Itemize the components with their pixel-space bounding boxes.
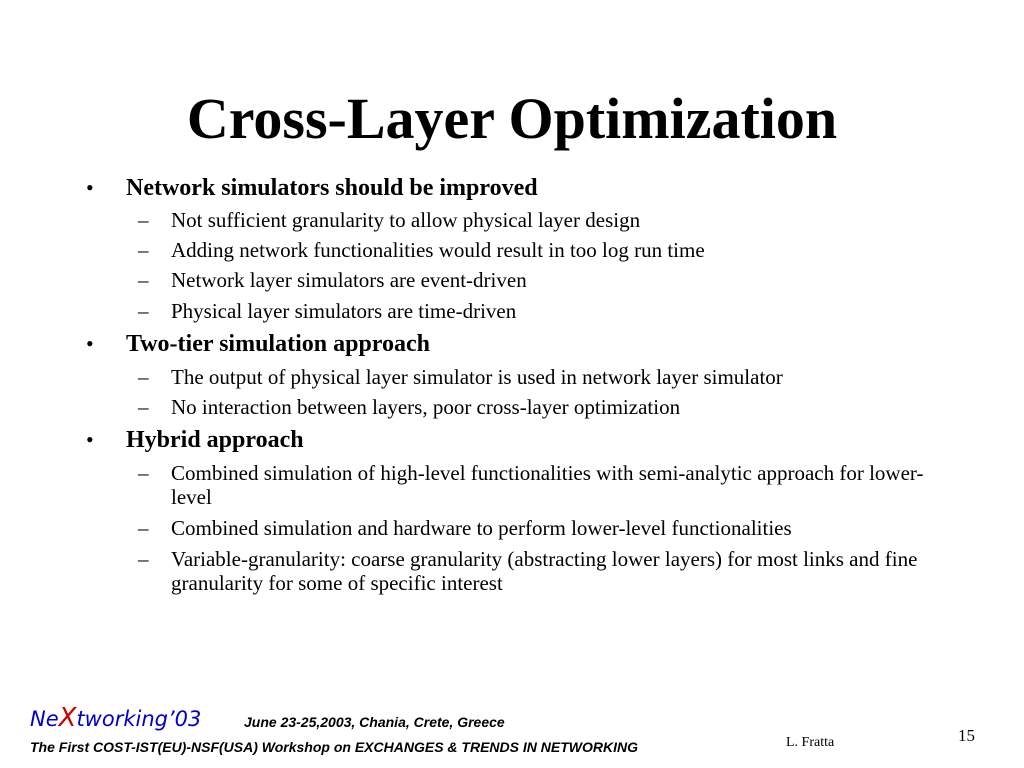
sub-item: Variable-granularity: coarse granularity (abstracting lower layers) for most links and fine granularity for some of specific interest [171,547,918,595]
sub-item: Combined simulation and hardware to perform lower-level functionalities [171,516,792,540]
bullet-network-simulators: Network simulators should be improved [126,175,538,201]
sub-marker: – [138,547,149,571]
sub-marker: – [138,238,149,262]
sub-item: The output of physical layer simulator is used in network layer simulator [171,365,783,389]
sub-item: Not sufficient granularity to allow physical layer design [171,208,641,232]
sub-item: Adding network functionalities would result in too log run time [171,238,705,262]
bullet-two-tier: Two-tier simulation approach [126,331,431,357]
logo-suffix: tworking’03 [76,707,202,731]
bullet-marker: • [86,331,94,356]
bullet-marker: • [86,427,94,452]
sub-marker: – [138,395,149,419]
sub-marker: – [138,268,149,292]
footer-author: L. Fratta [786,735,835,750]
footer-date-location: June 23-25,2003, Chania, Crete, Greece [244,714,505,730]
logo-prefix: Ne [30,707,59,731]
sub-marker: – [138,461,149,485]
sub-marker: – [138,516,149,540]
sub-item: Combined simulation of high-level functionalities with semi-analytic approach for lower-level [171,461,924,509]
logo-x: X [58,703,77,733]
page-number: 15 [958,726,975,745]
bullet-marker: • [86,175,94,200]
sub-marker: – [138,208,149,232]
sub-marker: – [138,299,149,323]
slide-title: Cross-Layer Optimization [186,86,838,151]
bullet-hybrid: Hybrid approach [126,427,304,453]
sub-item: Physical layer simulators are time-driven [171,299,517,323]
nextworking-logo [30,704,201,733]
sub-item: No interaction between layers, poor cross-layer optimization [171,395,681,419]
footer-workshop-name: The First COST-IST(EU)-NSF(USA) Workshop on EXCHANGES & TRENDS IN NETWORKING [30,739,638,755]
sub-marker: – [138,365,149,389]
sub-item: Network layer simulators are event-driven [171,268,527,292]
